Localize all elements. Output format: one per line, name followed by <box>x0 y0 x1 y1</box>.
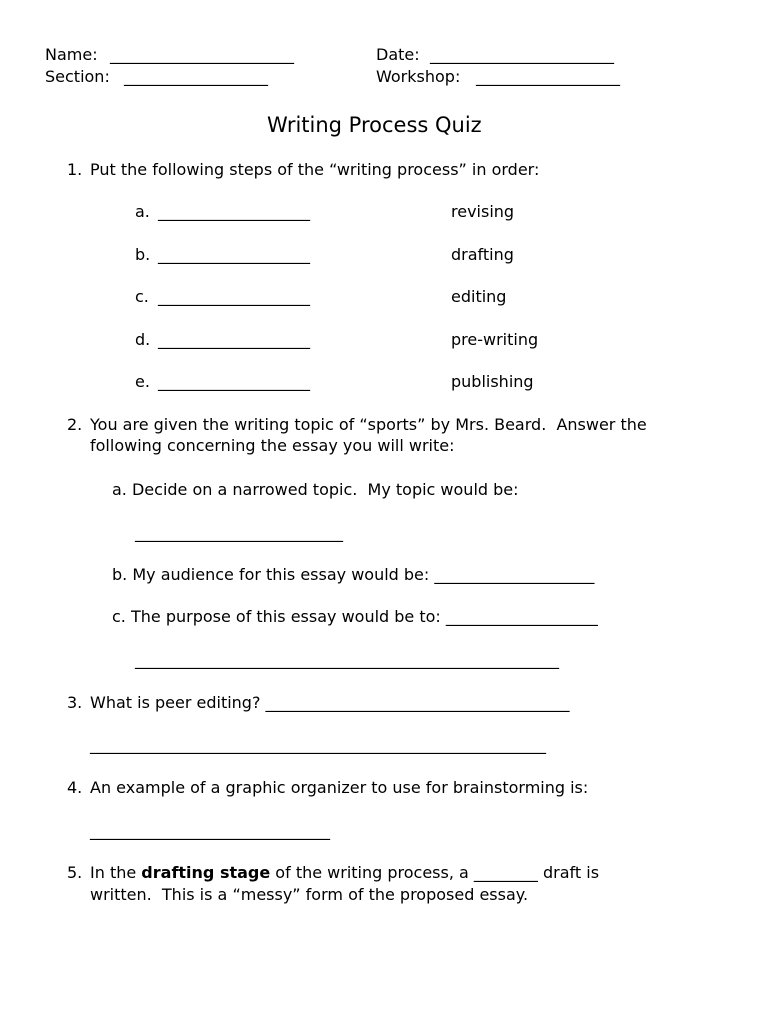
q2c-text[interactable]: c. The purpose of this essay would be to: ___________________ <box>112 607 598 626</box>
q4-text: An example of a graphic organizer to use for brainstorming is: <box>90 778 589 797</box>
q1-item-letter: d. <box>135 330 151 349</box>
name-blank[interactable]: _______________________ <box>110 45 294 64</box>
q3-blank[interactable]: _________________________________________________________ <box>90 735 546 754</box>
q1-prompt: Put the following steps of the “writing process” in order: <box>90 160 540 179</box>
q1-item-blank[interactable]: ___________________ <box>158 202 310 221</box>
q1-item-blank[interactable]: ___________________ <box>158 330 310 349</box>
q1-item-step: pre-writing <box>451 330 539 349</box>
q5-line1[interactable] <box>90 863 599 883</box>
q1-item-letter: e. <box>135 372 150 391</box>
workshop-blank[interactable]: __________________ <box>476 67 620 86</box>
q2a-blank[interactable]: __________________________ <box>135 523 343 542</box>
q2c-blank[interactable]: _____________________________________________________ <box>135 650 559 669</box>
q1-item-blank[interactable]: ___________________ <box>158 245 310 264</box>
q1-item-step: revising <box>451 202 515 221</box>
q2-number: 2. <box>67 415 83 434</box>
date-label: Date: <box>376 45 420 64</box>
name-label: Name: <box>45 45 98 64</box>
page-title: Writing Process Quiz <box>267 113 482 137</box>
q5-line2: written. This is a “messy” form of the proposed essay. <box>90 885 529 904</box>
q1-number: 1. <box>67 160 83 179</box>
date-blank[interactable]: _______________________ <box>430 45 614 64</box>
q1-item-blank[interactable]: ___________________ <box>158 287 310 306</box>
q4-number: 4. <box>67 778 83 797</box>
q2-prompt-line2: following concerning the essay you will write: <box>90 436 455 455</box>
section-label: Section: <box>45 67 110 86</box>
q3-number: 3. <box>67 693 83 712</box>
section-blank[interactable]: __________________ <box>124 67 268 86</box>
q1-item-letter: a. <box>135 202 150 221</box>
q1-item-blank[interactable]: ___________________ <box>158 372 310 391</box>
q5-post: of the writing process, a ________ draft is <box>270 863 600 882</box>
q3-text[interactable]: What is peer editing? ______________________________________ <box>90 693 570 712</box>
q4-blank[interactable]: ______________________________ <box>90 821 330 840</box>
workshop-label: Workshop: <box>376 67 461 86</box>
q2b-text[interactable]: b. My audience for this essay would be: ____________________ <box>112 565 595 584</box>
q5-bold-term: drafting stage <box>141 863 271 882</box>
q1-item-letter: b. <box>135 245 151 264</box>
q1-item-step: publishing <box>451 372 534 391</box>
q1-item-step: editing <box>451 287 507 306</box>
q5-number: 5. <box>67 863 83 882</box>
q2-prompt-line1: You are given the writing topic of “sports” by Mrs. Beard. Answer the <box>90 415 647 434</box>
q2a-text: a. Decide on a narrowed topic. My topic would be: <box>112 480 519 499</box>
q5-pre: In the <box>90 863 142 882</box>
q1-item-letter: c. <box>135 287 149 306</box>
q1-item-step: drafting <box>451 245 514 264</box>
